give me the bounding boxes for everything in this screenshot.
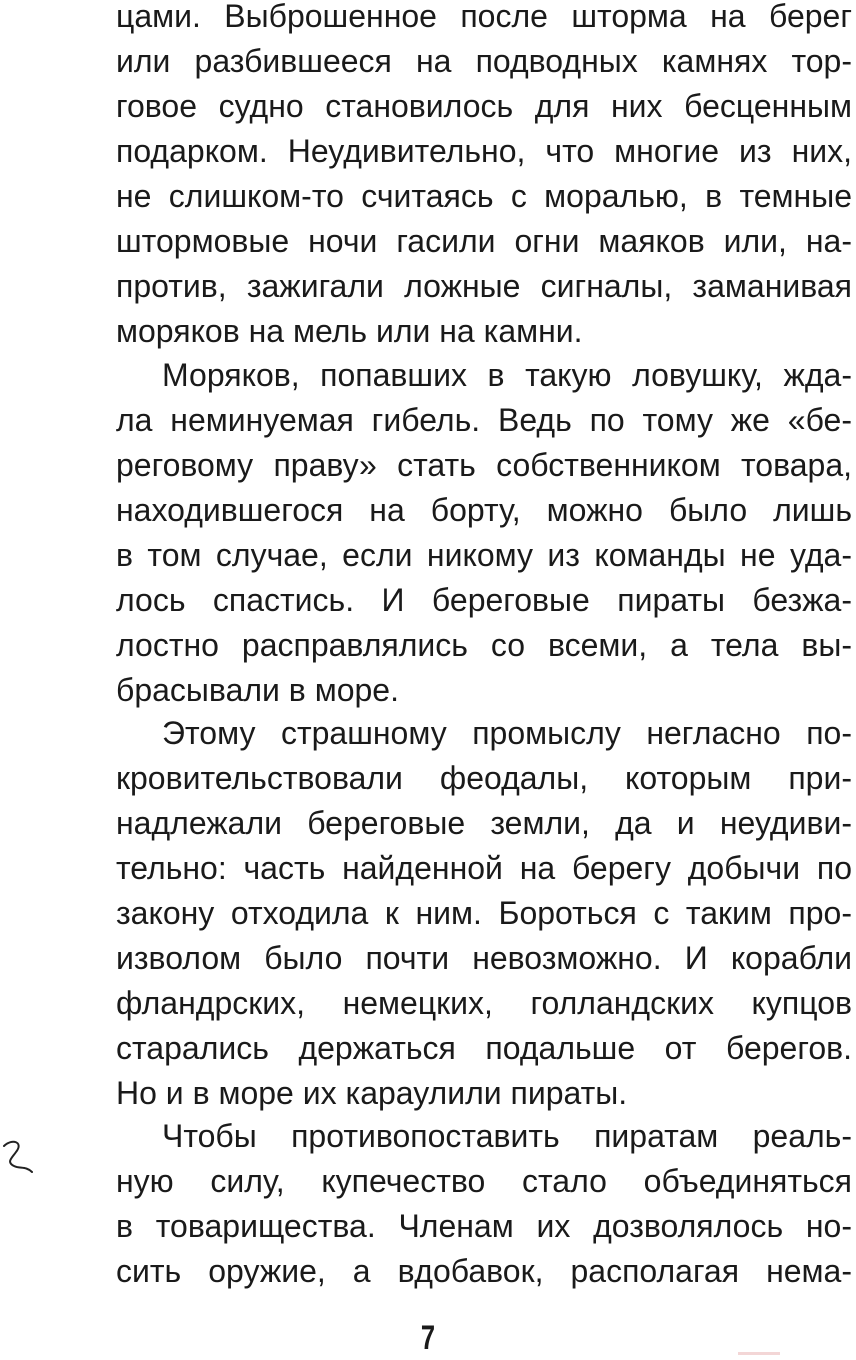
text-line: закону отходила к ним. Бороться с таким про- <box>116 895 852 931</box>
text-line: против, зажигали ложные сигналы, заманивая <box>116 268 852 304</box>
paragraph-1 <box>116 0 852 354</box>
text-line: старались держаться подальше от берегов. <box>116 1030 852 1066</box>
text-line: брасывали в море. <box>116 672 399 708</box>
text-line: фландрских, немецких, голландских купцов <box>116 985 852 1021</box>
text-line: кровительствовали феодалы, которым при- <box>116 760 852 796</box>
text-line: подарком. Неудивительно, что многие из них, <box>116 133 852 169</box>
text-line: Моряков, попавших в такую ловушку, жда- <box>162 357 852 393</box>
page-number: 7 <box>420 1319 436 1357</box>
text-line: находившегося на борту, можно было лишь <box>116 492 852 528</box>
text-line: цами. Выброшенное после шторма на берег <box>116 0 852 34</box>
text-line: сить оружие, а вдобавок, располагая нема- <box>116 1253 852 1289</box>
text-line: в товарищества. Членам их дозволялось но- <box>116 1208 852 1244</box>
text-line: Этому страшному промыслу негласно по- <box>162 715 852 751</box>
text-line: надлежали береговые земли, да и неудиви- <box>116 805 852 841</box>
text-line: изволом было почти невозможно. И корабли <box>116 940 852 976</box>
text-line: тельно: часть найденной на берегу добычи по <box>116 850 852 886</box>
text-line: реговому праву» стать собственником товара, <box>116 447 852 483</box>
text-line: Чтобы противопоставить пиратам реаль- <box>162 1118 852 1154</box>
text-line: лось спастись. И береговые пираты безжа- <box>116 582 852 618</box>
text-line: не слишком-то считаясь с моралью, в темные <box>116 178 852 214</box>
paragraph-2 <box>116 353 852 713</box>
margin-pencil-mark <box>2 1136 42 1180</box>
text-line: ную силу, купечество стало объединяться <box>116 1163 852 1199</box>
text-line: Но и в море их караулили пираты. <box>116 1075 628 1111</box>
paragraph-4 <box>116 1114 852 1294</box>
corner-smudge <box>738 1352 780 1355</box>
text-line: говое судно становилось для них бесценным <box>116 88 852 124</box>
paragraph-3 <box>116 711 852 1116</box>
text-line: ла неминуемая гибель. Ведь по тому же «бе- <box>116 402 852 438</box>
text-line: штормовые ночи гасили огни маяков или, на- <box>116 223 852 259</box>
text-line: моряков на мель или на камни. <box>116 313 583 349</box>
text-line: лостно расправлялись со всеми, а тела вы- <box>116 627 852 663</box>
text-line: в том случае, если никому из команды не уда- <box>116 537 852 573</box>
text-line: или разбившееся на подводных камнях тор- <box>116 43 852 79</box>
